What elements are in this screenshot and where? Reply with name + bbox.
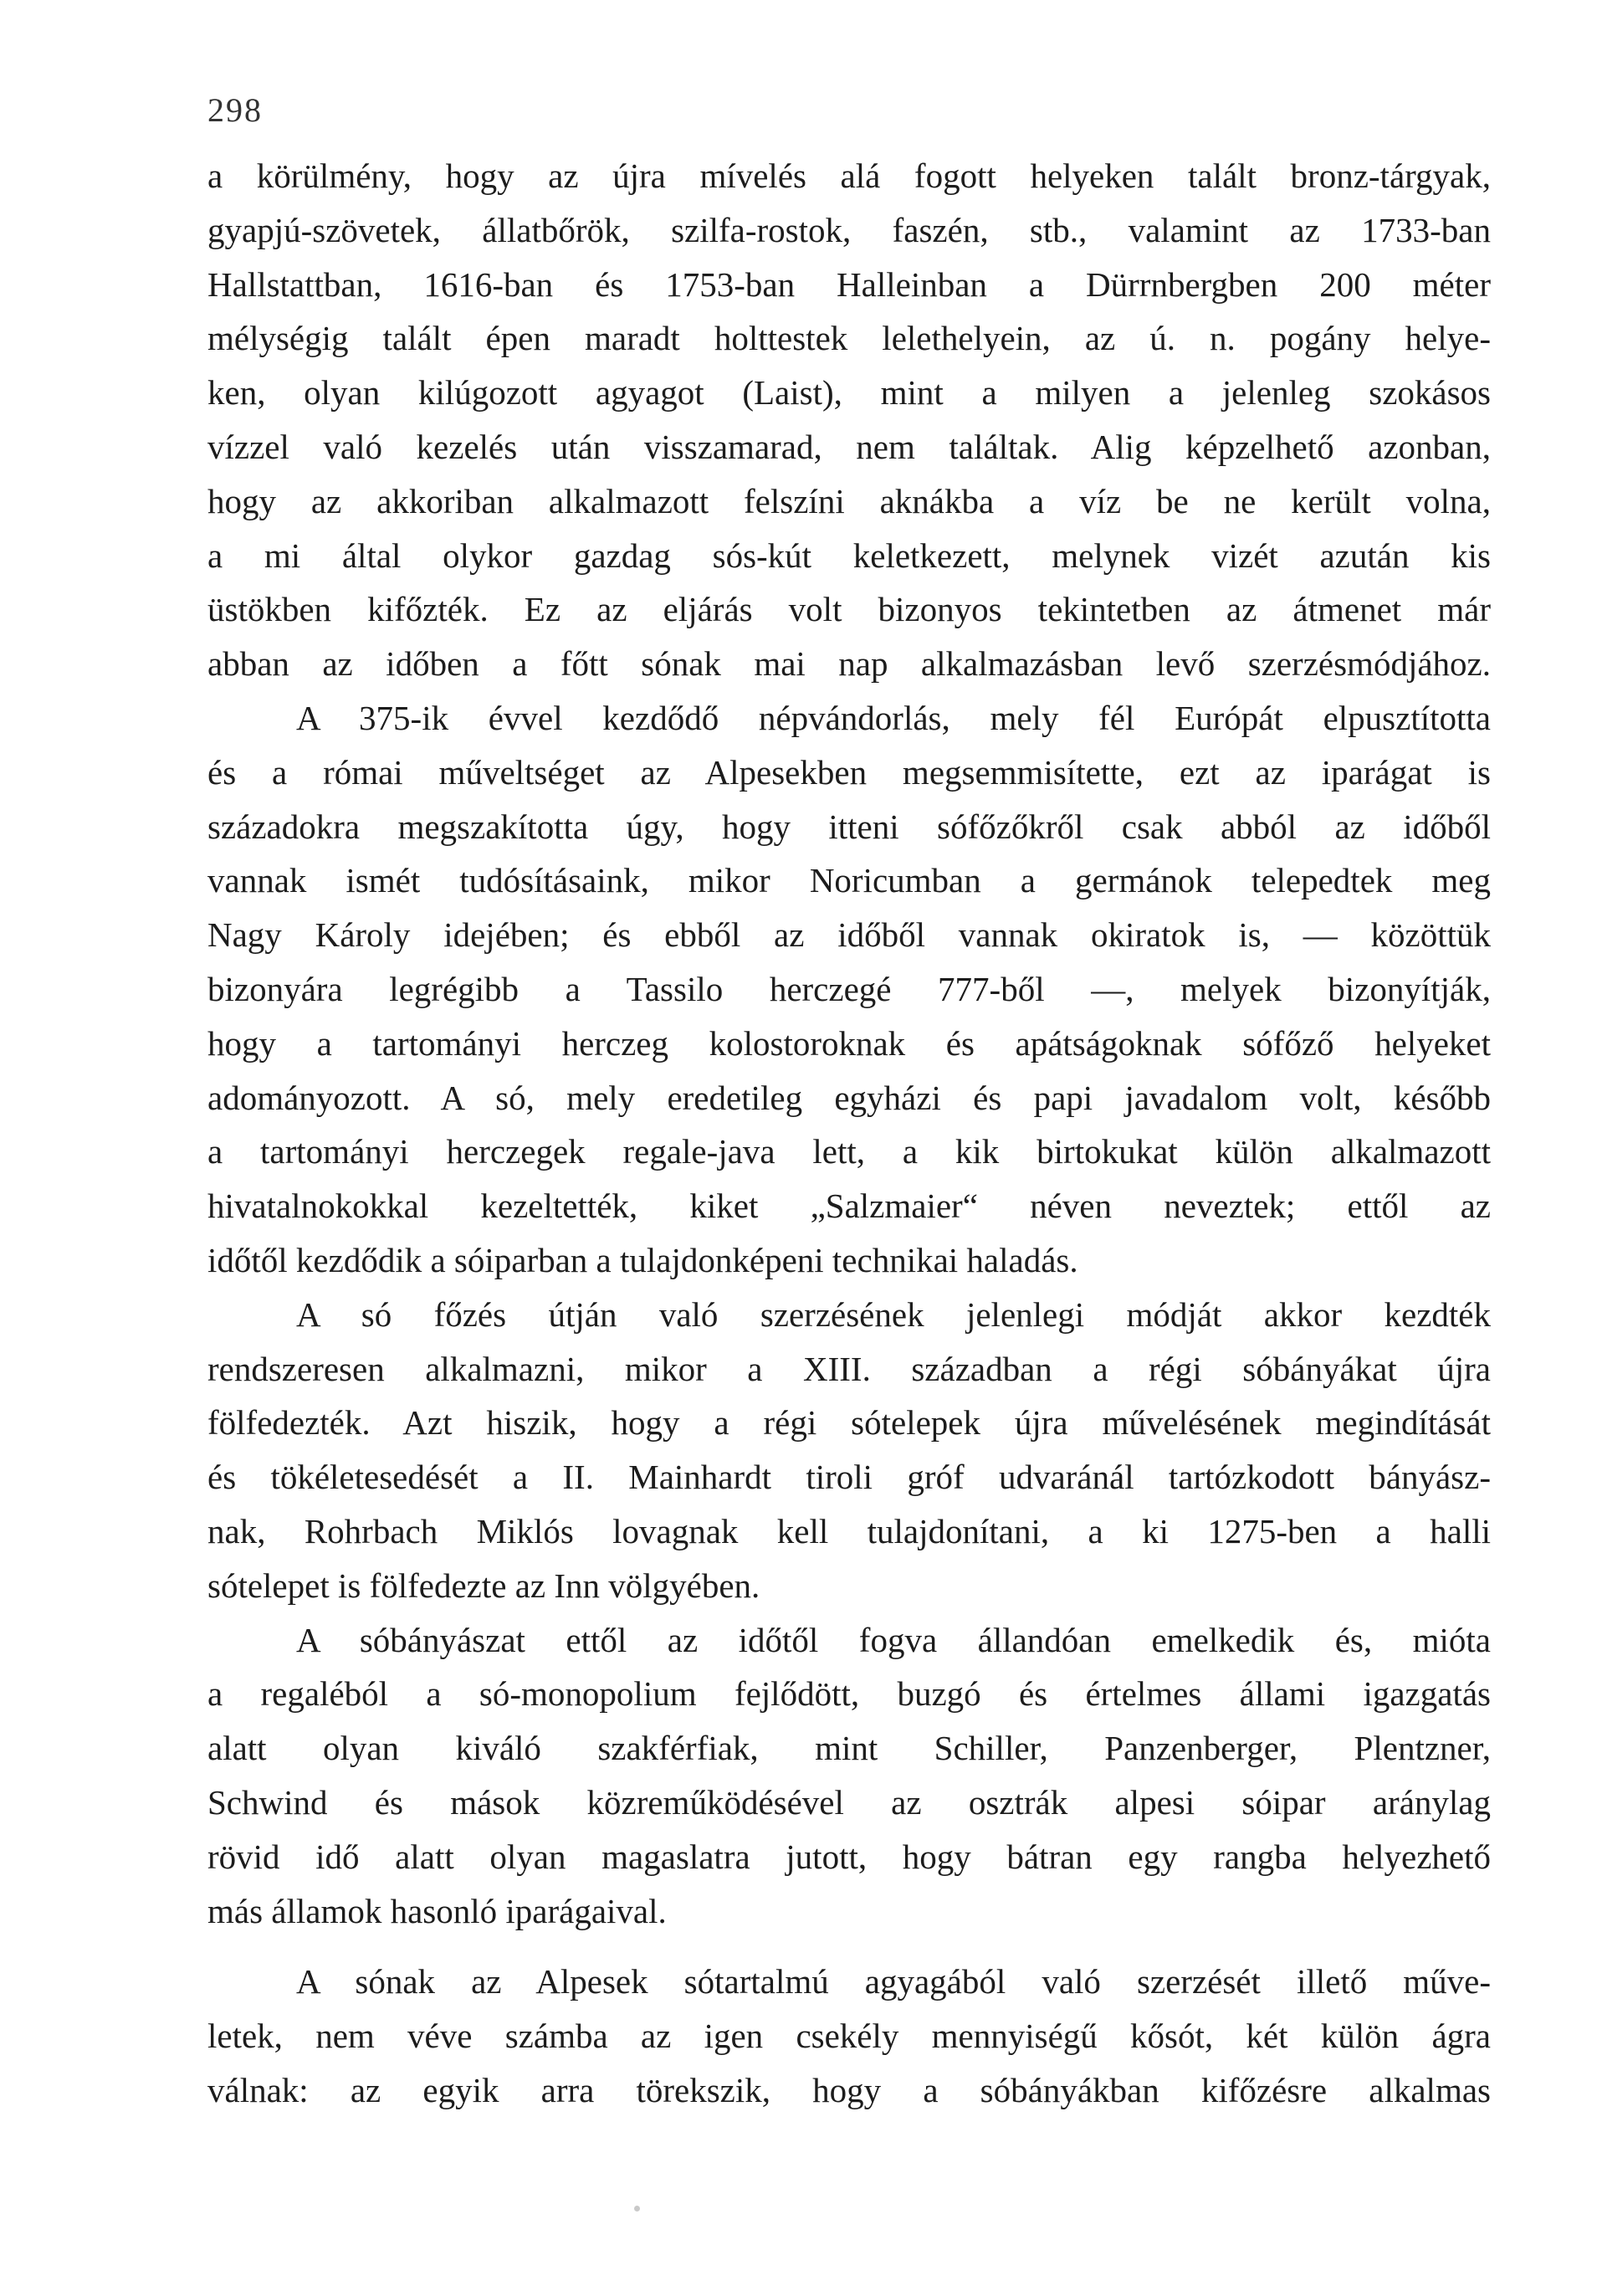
text-line: rendszeresen alkalmazni, mikor a XIII. században a régi sóbányákat újra bbox=[207, 1349, 1491, 1388]
text-line: válnak: az egyik arra törekszik, hogy a sóbányákban kifőzésre alkalmas bbox=[207, 2070, 1491, 2109]
text-line: sótelepet is fölfedezte az Inn völgyében. bbox=[207, 1566, 760, 1605]
text-line: a körülmény, hogy az újra mívelés alá fogott helyeken talált bronz-tárgyak, bbox=[207, 156, 1491, 195]
text-line: A só főzés útján való szerzésének jelenlegi módját akkor kezdték bbox=[296, 1294, 1491, 1334]
paragraph bbox=[207, 149, 1491, 691]
text-line: a mi által olykor gazdag sós-kút keletkezett, melynek vizét azután kis bbox=[207, 536, 1491, 575]
page-number: 298 bbox=[207, 91, 263, 129]
text-line: a regaléból a só-monopolium fejlődött, buzgó és értelmes állami igazgatás bbox=[207, 1674, 1491, 1714]
text-line: hogy az akkoriban alkalmazott felszíni aknákba a víz be ne került volna, bbox=[207, 481, 1491, 520]
text-line: A sóbányászat ettől az időtől fogva állandóan emelkedik és, mióta bbox=[296, 1620, 1491, 1659]
text-line: A 375-ik évvel kezdődő népvándorlás, mely fél Európát elpusztította bbox=[296, 698, 1491, 737]
text-line: vannak ismét tudósításaink, mikor Noricumban a germánok telepedtek meg bbox=[207, 861, 1491, 900]
text-line: Schwind és mások közreműködésével az osztrák alpesi sóipar aránylag bbox=[207, 1782, 1491, 1822]
text-line: letek, nem véve számba az igen csekély mennyiségű kősót, két külön ágra bbox=[207, 2017, 1491, 2056]
text-line: mélységig talált épen maradt holttestek lelethelyein, az ú. n. pogány helye- bbox=[207, 319, 1491, 358]
text-line: és a római műveltséget az Alpesekben megsemmisítette, ezt az iparágat is bbox=[207, 752, 1491, 792]
text-line: hivatalnokokkal kezeltették, kiket „Salzmaier“ néven neveztek; ettől az bbox=[207, 1186, 1491, 1226]
text-line: más államok hasonló iparágaival. bbox=[207, 1891, 667, 1930]
text-line: rövid idő alatt olyan magaslatra jutott, hogy bátran egy rangba helyezhető bbox=[207, 1837, 1491, 1876]
paragraph bbox=[207, 1288, 1491, 1613]
paragraph bbox=[207, 1955, 1491, 2117]
text-line: bizonyára legrégibb a Tassilo herczegé 777-ből —, melyek bizonyítják, bbox=[207, 969, 1491, 1008]
paper-spot bbox=[634, 2206, 640, 2211]
text-line: Hallstattban, 1616-ban és 1753-ban Halleinban a Dürrnbergben 200 méter bbox=[207, 264, 1491, 304]
text-line: és tökéletesedését a II. Mainhardt tiroli gróf udvaránál tartózkodott bányász- bbox=[207, 1458, 1491, 1497]
text-line: fölfedezték. Azt hiszik, hogy a régi sótelepek újra művelésének megindítását bbox=[207, 1403, 1491, 1443]
text-line: üstökben kifőzték. Ez az eljárás volt bizonyos tekintetben az átmenet már bbox=[207, 590, 1491, 629]
text-line: A sónak az Alpesek sótartalmú agyagából való szerzését illető műve- bbox=[296, 1962, 1491, 2001]
paragraph bbox=[207, 1613, 1491, 1939]
text-line: Nagy Károly idejében; és ebből az időből vannak okiratok is, — közöttük bbox=[207, 915, 1491, 955]
text-line: vízzel való kezelés után visszamarad, nem találtak. Alig képzelhető azonban, bbox=[207, 427, 1491, 466]
text-line: adományozott. A só, mely eredetileg egyházi és papi javadalom volt, később bbox=[207, 1078, 1491, 1117]
text-line: hogy a tartományi herczeg kolostoroknak és apátságoknak sófőző helyeket bbox=[207, 1023, 1491, 1063]
text-line: nak, Rohrbach Miklós lovagnak kell tulajdonítani, a ki 1275-ben a halli bbox=[207, 1511, 1491, 1550]
text-line: abban az időben a főtt sónak mai nap alkalmazásban levő szerzésmódjához. bbox=[207, 644, 1491, 684]
text-line: időtől kezdődik a sóiparban a tulajdonképeni technikai haladás. bbox=[207, 1240, 1078, 1279]
paragraph-gap bbox=[207, 1938, 1491, 1955]
text-line: századokra megszakította úgy, hogy itteni sófőzőkről csak abból az időből bbox=[207, 807, 1491, 846]
body-text bbox=[207, 149, 1491, 2118]
text-line: alatt olyan kiváló szakférfiak, mint Schiller, Panzenberger, Plentzner, bbox=[207, 1729, 1491, 1768]
text-line: a tartományi herczegek regale-java lett, a kik birtokukat külön alkalmazott bbox=[207, 1132, 1491, 1171]
text-line: ken, olyan kilúgozott agyagot (Laist), mint a milyen a jelenleg szokásos bbox=[207, 373, 1491, 413]
paragraph bbox=[207, 691, 1491, 1288]
text-line: gyapjú-szövetek, állatbőrök, szilfa-rostok, faszén, stb., valamint az 1733-ban bbox=[207, 210, 1491, 249]
